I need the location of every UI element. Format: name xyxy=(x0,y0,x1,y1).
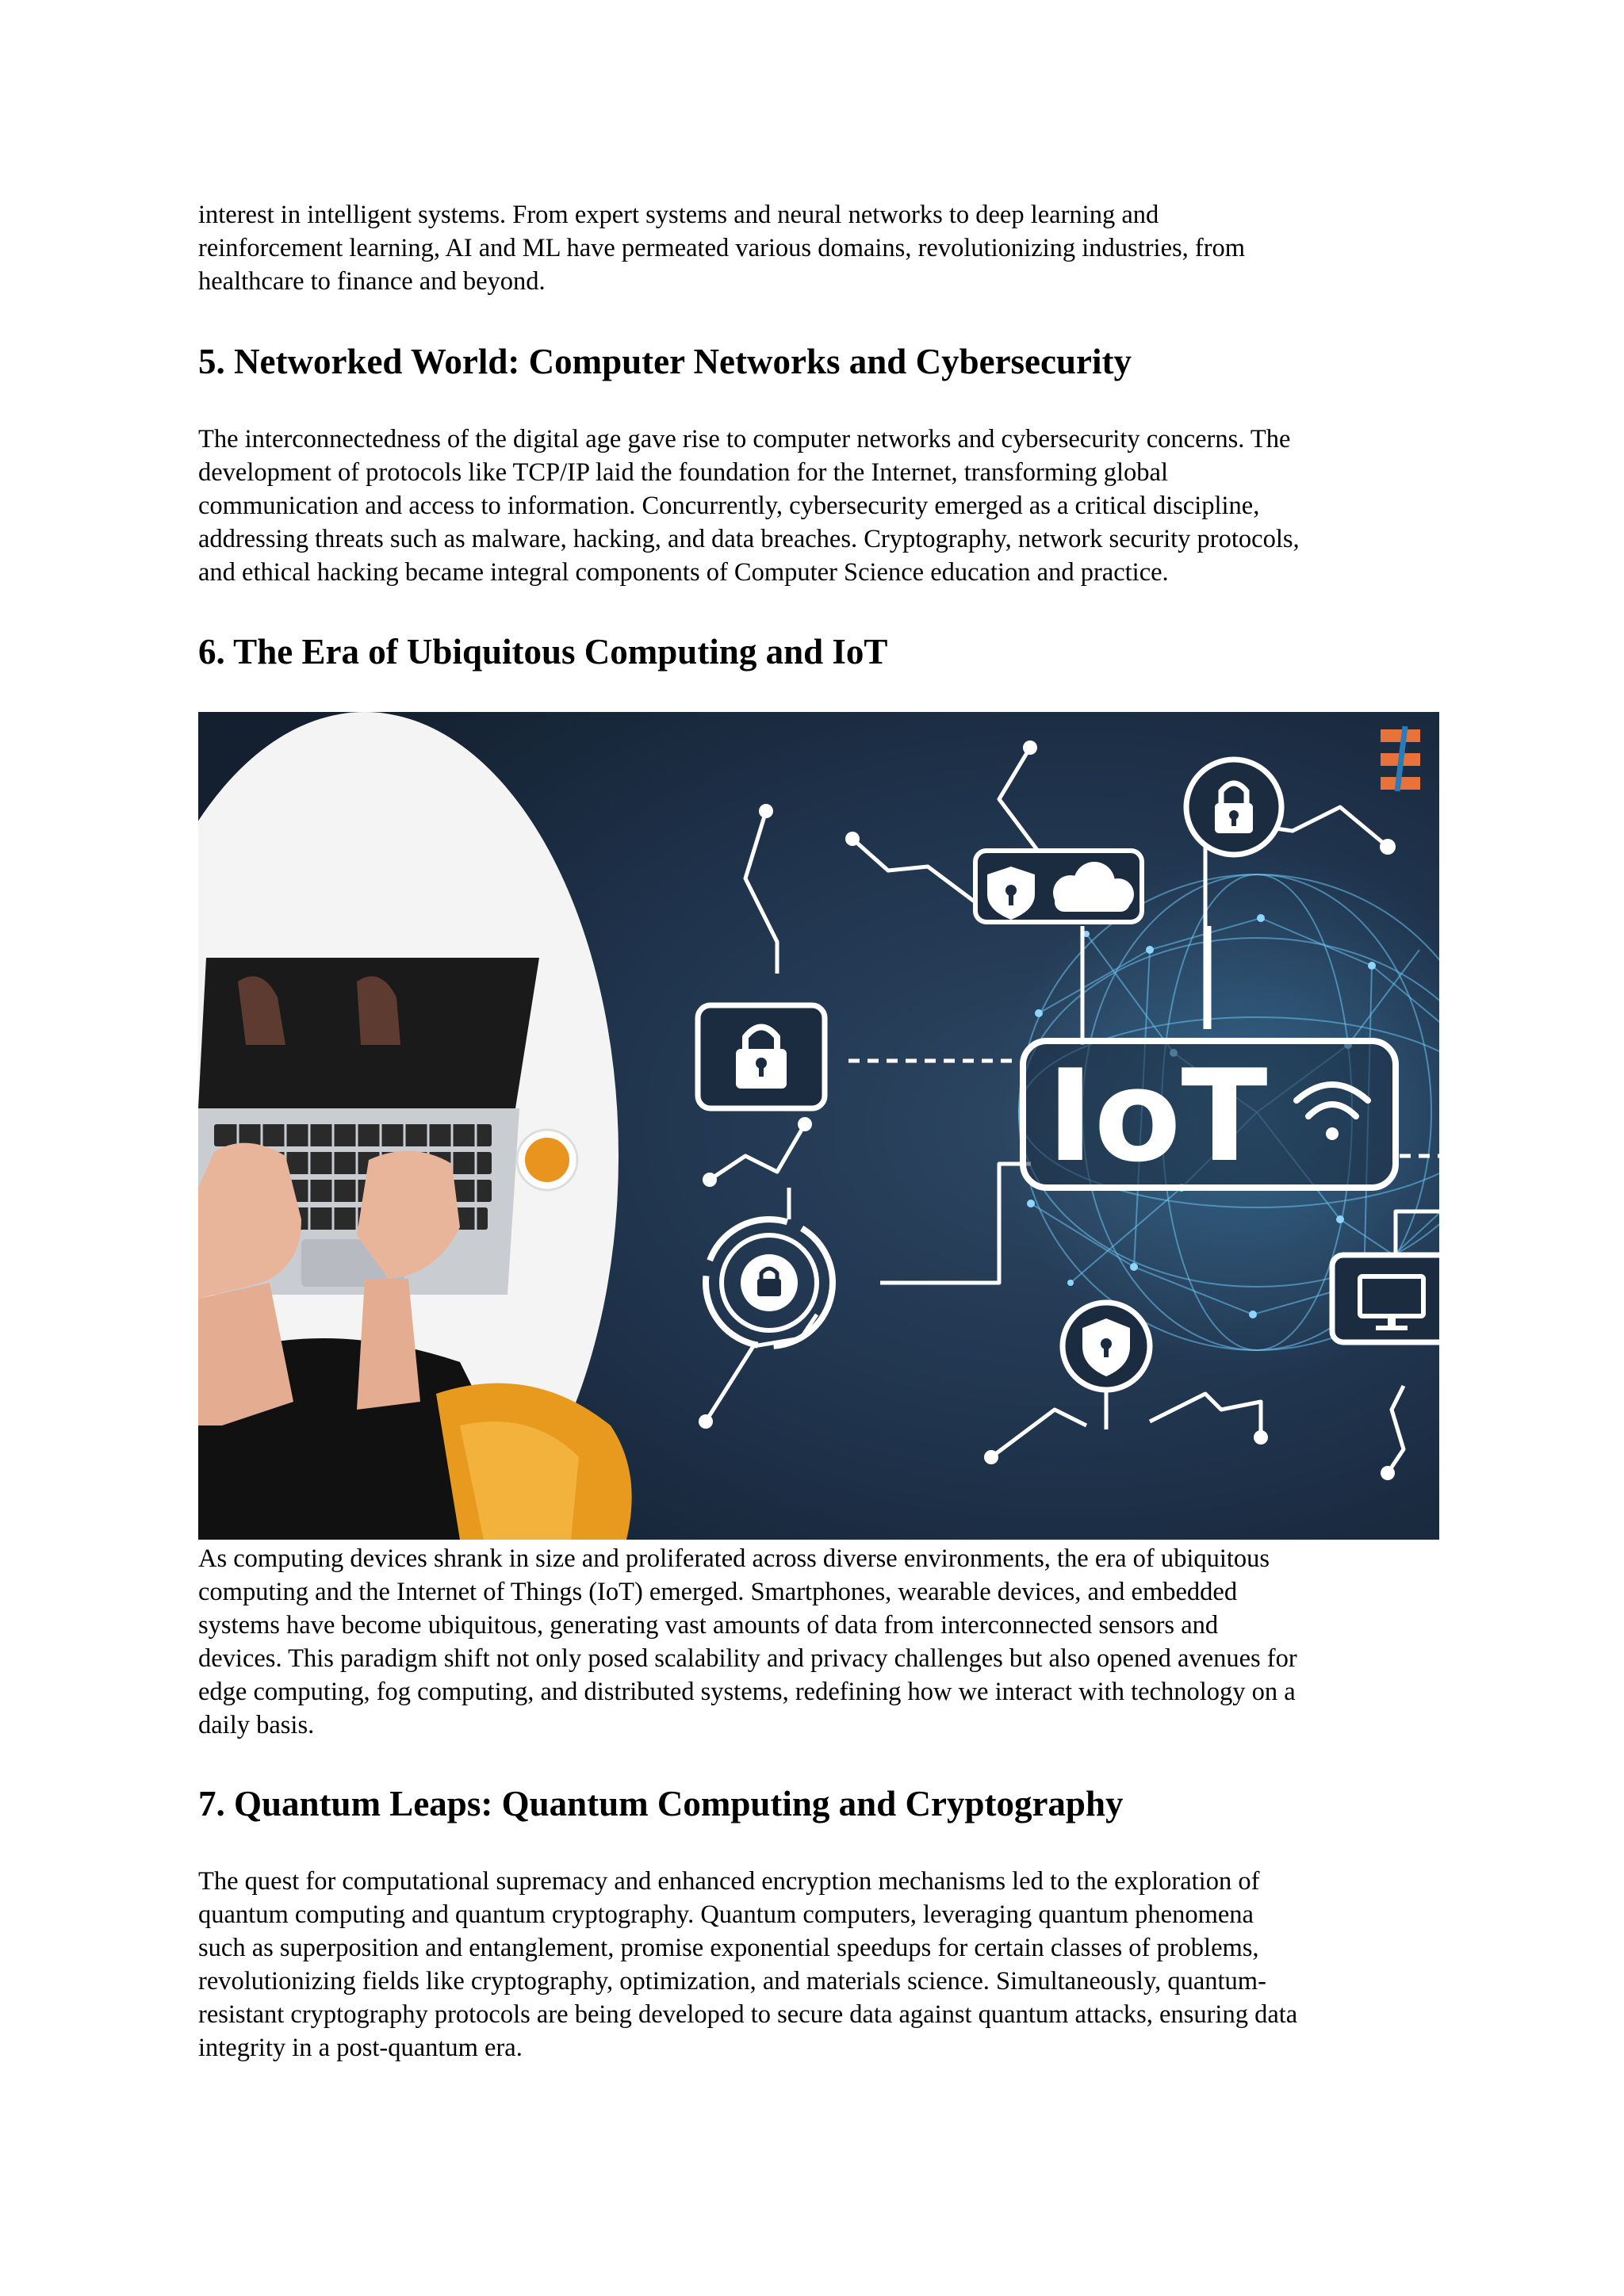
paragraph-line: revolutionizing fields like cryptography, optimization, and materials science. Simultaneously, quantum- xyxy=(198,1967,1266,1996)
paragraph-line: As computing devices shrank in size and proliferated across diverse environments, the era of ubiquitous xyxy=(198,1544,1270,1573)
paragraph-line: addressing threats such as malware, hacking, and data breaches. Cryptography, network security protocols, xyxy=(198,525,1300,553)
section-7-paragraph xyxy=(198,1865,1439,2064)
paragraph-line: reinforcement learning, AI and ML have permeated various domains, revolutionizing industries, from xyxy=(198,234,1246,262)
paragraph-line: edge computing, fog computing, and distributed systems, redefining how we interact with technology on a xyxy=(198,1678,1296,1706)
paragraph-line: The interconnectedness of the digital age gave rise to computer networks and cybersecurity concerns. The xyxy=(198,425,1291,453)
section-6-heading: 6. The Era of Ubiquitous Computing and IoT xyxy=(198,632,888,672)
section-5-paragraph xyxy=(198,423,1439,589)
paragraph-line: interest in intelligent systems. From expert systems and neural networks to deep learning and xyxy=(198,201,1159,229)
paragraph-line: daily basis. xyxy=(198,1711,315,1739)
brand-logo xyxy=(1381,726,1420,791)
section-5-heading: 5. Networked World: Computer Networks and Cybersecurity xyxy=(198,342,1132,381)
paragraph-line: quantum computing and quantum cryptography. Quantum computers, leveraging quantum phenomena xyxy=(198,1900,1254,1929)
shield-icon xyxy=(1063,1303,1150,1390)
monitor-icon xyxy=(1332,1255,1439,1342)
paragraph-line: resistant cryptography protocols are being developed to secure data against quantum attacks, ensuring data xyxy=(198,2000,1298,2029)
iot-illustration xyxy=(198,712,1439,1540)
paragraph-line: healthcare to finance and beyond. xyxy=(198,267,546,296)
paragraph-line: such as superposition and entanglement, promise exponential speedups for certain classes of problems, xyxy=(198,1934,1259,1962)
paragraph-line: The quest for computational supremacy and enhanced encryption mechanisms led to the exploration of xyxy=(198,1867,1260,1896)
iot-label: IoT xyxy=(1047,1042,1268,1190)
intro-paragraph xyxy=(198,198,1439,298)
section-6-paragraph xyxy=(198,1542,1439,1742)
paragraph-line: integrity in a post-quantum era. xyxy=(198,2034,523,2062)
paragraph-line: computing and the Internet of Things (IoT) emerged. Smartphones, wearable devices, and embedded xyxy=(198,1578,1238,1606)
section-7-heading: 7. Quantum Leaps: Quantum Computing and Cryptography xyxy=(198,1784,1124,1823)
paragraph-line: communication and access to information. Concurrently, cybersecurity emerged as a critical discipline, xyxy=(198,492,1260,520)
paragraph-line: development of protocols like TCP/IP laid the foundation for the Internet, transforming global xyxy=(198,458,1169,487)
paragraph-line: devices. This paradigm shift not only posed scalability and privacy challenges but also opened avenues for xyxy=(198,1644,1297,1673)
paragraph-line: systems have become ubiquitous, generating vast amounts of data from interconnected sensors and xyxy=(198,1611,1219,1640)
lock-icon xyxy=(698,1005,825,1108)
shield-cloud-box xyxy=(975,851,1142,922)
lock-icon xyxy=(1186,760,1281,855)
paragraph-line: and ethical hacking became integral components of Computer Science education and practice. xyxy=(198,558,1169,587)
iot-box xyxy=(1023,1041,1396,1190)
